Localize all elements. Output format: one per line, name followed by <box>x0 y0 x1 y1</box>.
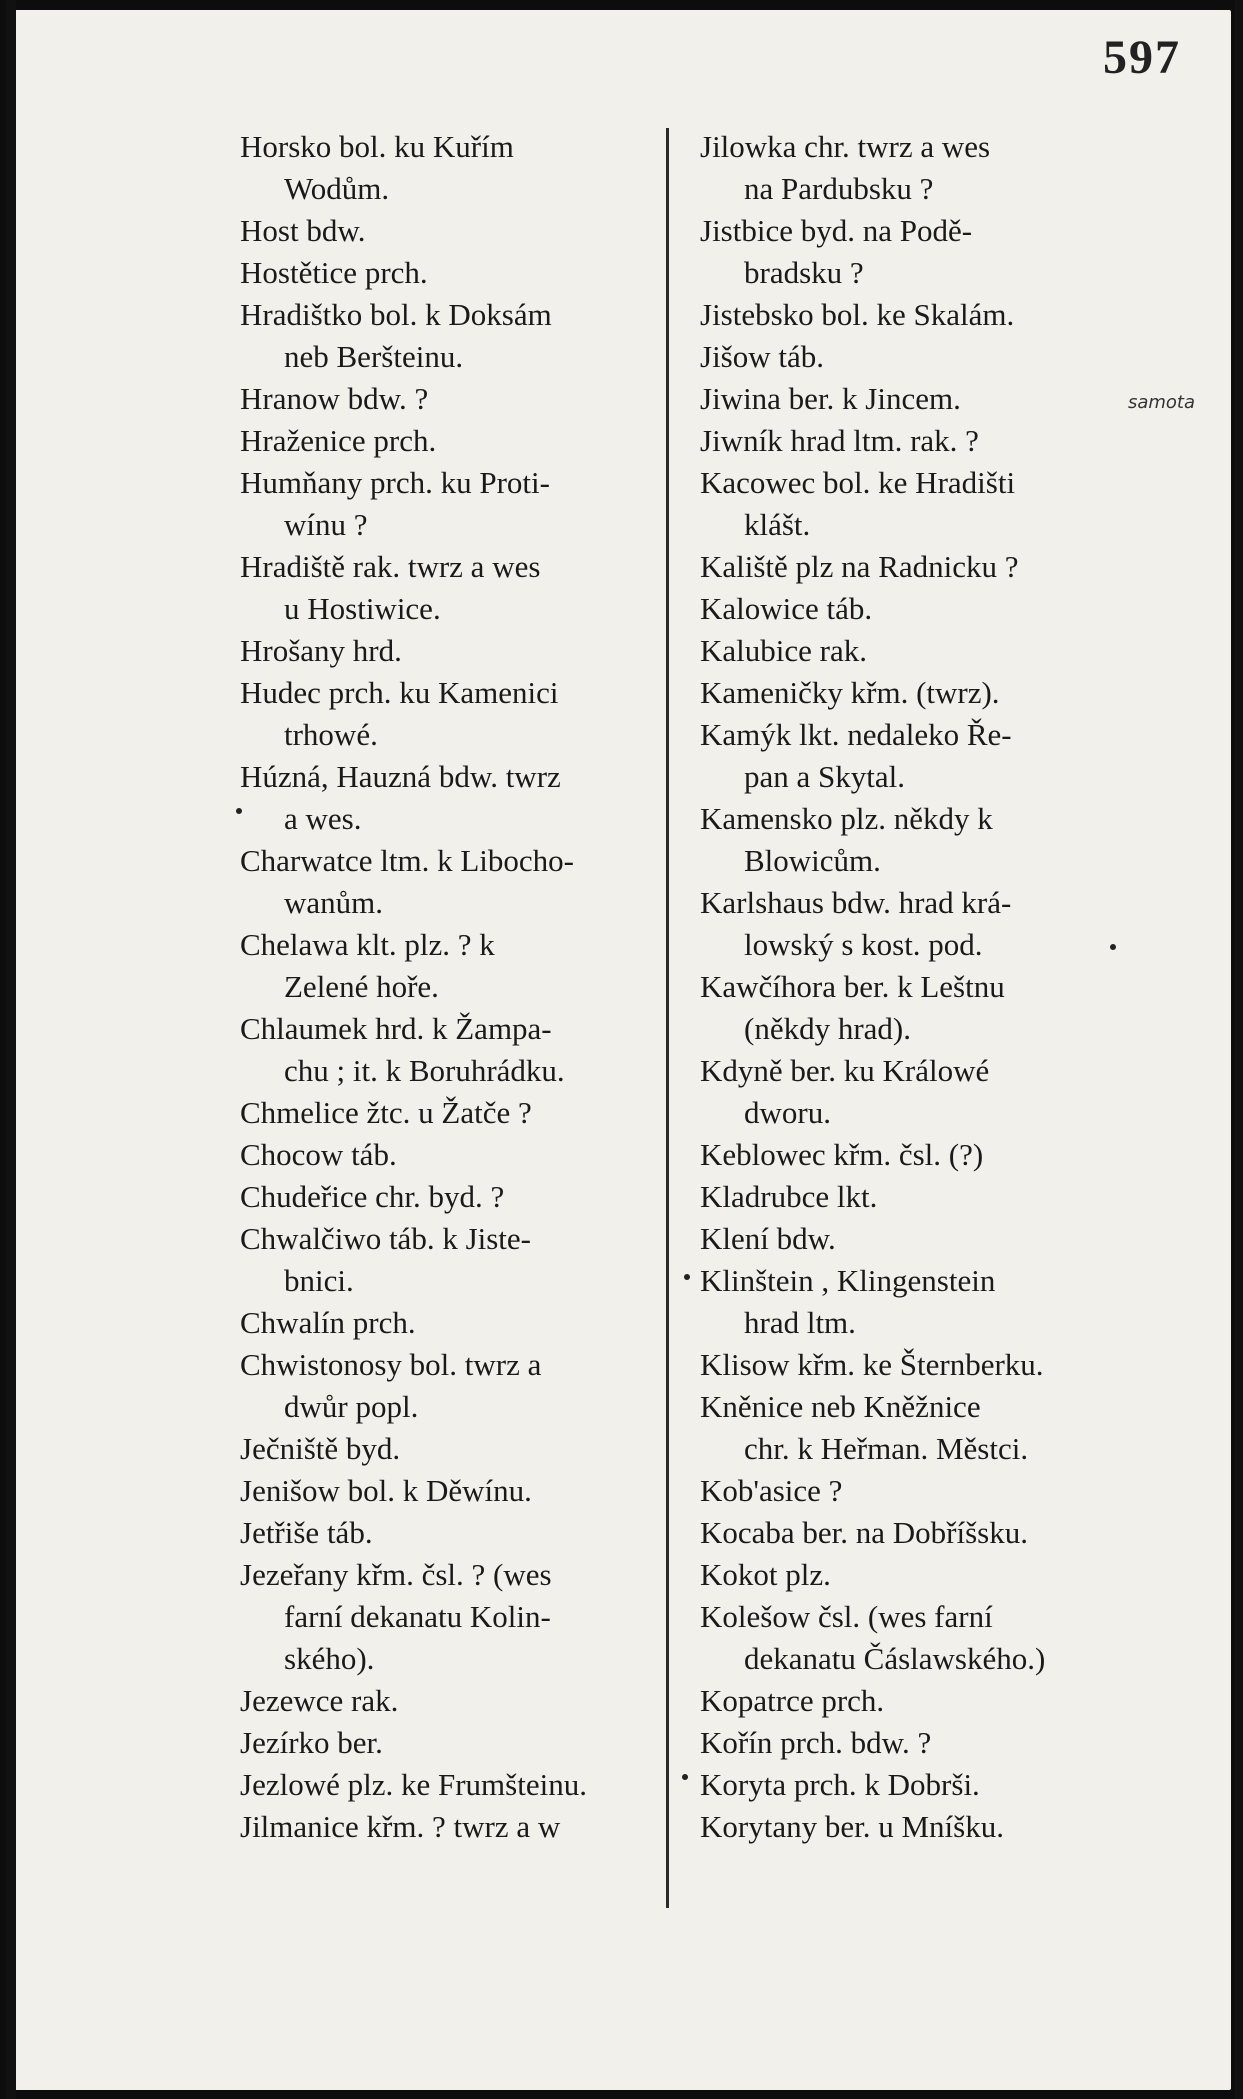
entry-line: Jilowka chr. twrz a wes <box>700 129 991 164</box>
ink-speck <box>1110 944 1116 950</box>
index-entry <box>700 1344 1125 1386</box>
entry-line: Hradištko bol. k Doksám <box>240 297 552 332</box>
entry-line: Jetřiše táb. <box>240 1515 373 1550</box>
entry-continuation: farní dekanatu Kolin- <box>284 1599 551 1634</box>
entry-line: Jezewce rak. <box>240 1683 399 1718</box>
index-entry <box>240 1176 655 1218</box>
index-entry <box>700 1512 1125 1554</box>
entry-continuation: (někdy hrad). <box>744 1011 911 1046</box>
index-entry <box>700 714 1125 798</box>
ink-speck <box>684 1274 690 1280</box>
entry-continuation: dekanatu Čáslawského.) <box>744 1641 1046 1676</box>
entry-line: Chwistonosy bol. twrz a <box>240 1347 542 1382</box>
index-entry <box>240 756 655 840</box>
index-entry <box>240 1764 655 1806</box>
index-entry <box>240 546 655 630</box>
entry-line: Kdyně ber. ku Králowé <box>700 1053 990 1088</box>
index-entry <box>700 1134 1125 1176</box>
index-entry <box>700 1596 1125 1680</box>
entry-line: Jistebsko bol. ke Skalám. <box>700 297 1015 332</box>
entry-line: Jiwina ber. k Jincem. <box>700 381 961 416</box>
index-entry <box>240 840 655 924</box>
margin-note: samota <box>1127 392 1195 413</box>
index-entry <box>700 336 1125 378</box>
entry-line: Chwalín prch. <box>240 1305 416 1340</box>
index-entry <box>240 1134 655 1176</box>
entry-line: Kamýk lkt. nedaleko Ře- <box>700 717 1012 752</box>
entry-line: Kalubice rak. <box>700 633 867 668</box>
index-entry <box>700 1554 1125 1596</box>
index-entry <box>700 630 1125 672</box>
index-entry <box>700 1050 1125 1134</box>
entry-line: Klisow křm. ke Šternberku. <box>700 1347 1044 1382</box>
entry-line: Host bdw. <box>240 213 366 248</box>
index-entry <box>240 1302 655 1344</box>
index-entry <box>700 672 1125 714</box>
entry-line: Jistbice byd. na Podě- <box>700 213 973 248</box>
index-entry <box>700 378 1125 420</box>
left-column <box>240 126 655 1848</box>
entry-line: Kněnice neb Kněžnice <box>700 1389 981 1424</box>
entry-continuation: chr. k Heřman. Městci. <box>744 1431 1029 1466</box>
index-entry <box>700 798 1125 882</box>
index-entry <box>700 966 1125 1050</box>
index-entry <box>700 126 1125 210</box>
entry-line: Hranow bdw. ? <box>240 381 429 416</box>
ink-speck <box>236 808 242 814</box>
entry-line: Kladrubce lkt. <box>700 1179 878 1214</box>
entry-line: Kaliště plz na Radnicku ? <box>700 549 1019 584</box>
entry-continuation: ského). <box>284 1641 375 1676</box>
entry-line: Ječniště byd. <box>240 1431 401 1466</box>
entry-continuation: Zelené hoře. <box>284 969 439 1004</box>
index-entry <box>240 1008 655 1092</box>
entry-line: Keblowec křm. čsl. (?) <box>700 1137 984 1172</box>
entry-line: Jezírko ber. <box>240 1725 383 1760</box>
entry-continuation: trhowé. <box>284 717 378 752</box>
entry-continuation: lowský s kost. pod. <box>744 927 983 962</box>
index-entry <box>240 1806 655 1848</box>
entry-line: Jiwník hrad ltm. rak. ? <box>700 423 979 458</box>
index-entry <box>240 378 655 420</box>
entry-line: Chelawa klt. plz. ? k <box>240 927 495 962</box>
entry-continuation: u Hostiwice. <box>284 591 441 626</box>
index-entry <box>700 1806 1125 1848</box>
entry-line: Kalowice táb. <box>700 591 873 626</box>
index-entry <box>700 1764 1125 1806</box>
index-entry <box>700 294 1125 336</box>
index-entry <box>700 1218 1125 1260</box>
index-entry <box>240 462 655 546</box>
entry-continuation: Wodům. <box>284 171 390 206</box>
entry-line: Koryta prch. k Dobrši. <box>700 1767 980 1802</box>
entry-continuation: klášt. <box>744 507 811 542</box>
entry-line: Hrošany hrd. <box>240 633 402 668</box>
entry-line: Hradiště rak. twrz a wes <box>240 549 541 584</box>
entry-line: Humňany prch. ku Proti- <box>240 465 550 500</box>
index-entry <box>240 1512 655 1554</box>
index-entry <box>240 210 655 252</box>
entry-line: Jezeřany křm. čsl. ? (wes <box>240 1557 552 1592</box>
index-entry <box>700 210 1125 294</box>
entry-continuation: wanům. <box>284 885 384 920</box>
entry-line: Kawčíhora ber. k Leštnu <box>700 969 1005 1004</box>
entry-continuation: bnici. <box>284 1263 354 1298</box>
entry-line: Húzná, Hauzná bdw. twrz <box>240 759 561 794</box>
entry-line: Kopatrce prch. <box>700 1683 885 1718</box>
index-entry <box>240 126 655 210</box>
entry-line: Chudeřice chr. byd. ? <box>240 1179 505 1214</box>
index-entry <box>700 1260 1125 1344</box>
entry-line: Klinštein , Klingenstein <box>700 1263 996 1298</box>
entry-line: Jenišow bol. k Děwínu. <box>240 1473 532 1508</box>
entry-line: Horsko bol. ku Kuřím <box>240 129 514 164</box>
page-left-edge <box>6 0 16 2099</box>
entry-continuation: na Pardubsku ? <box>744 171 934 206</box>
index-entry <box>700 588 1125 630</box>
entry-continuation: wínu ? <box>284 507 368 542</box>
entry-line: Chocow táb. <box>240 1137 397 1172</box>
entry-line: Chwalčiwo táb. k Jiste- <box>240 1221 532 1256</box>
entry-continuation: chu ; it. k Boruhrádku. <box>284 1053 565 1088</box>
index-entry <box>240 252 655 294</box>
entry-line: Chmelice žtc. u Žatče ? <box>240 1095 532 1130</box>
entry-line: Karlshaus bdw. hrad krá- <box>700 885 1012 920</box>
index-entry <box>700 882 1125 966</box>
index-entry <box>700 1176 1125 1218</box>
entry-line: Kob'asice ? <box>700 1473 843 1508</box>
index-entry <box>240 1680 655 1722</box>
index-entry <box>240 420 655 462</box>
entry-line: Kacowec bol. ke Hradišti <box>700 465 1016 500</box>
page-number: 597 <box>1103 31 1181 84</box>
entry-continuation: dworu. <box>744 1095 831 1130</box>
entry-line: Hraženice prch. <box>240 423 437 458</box>
entry-continuation: hrad ltm. <box>744 1305 856 1340</box>
entry-continuation: bradsku ? <box>744 255 864 290</box>
entry-line: Jilmanice křm. ? twrz a w <box>240 1809 561 1844</box>
index-entry <box>240 1722 655 1764</box>
index-entry <box>700 546 1125 588</box>
entry-continuation: pan a Skytal. <box>744 759 905 794</box>
page-right-edge <box>1235 0 1243 2099</box>
index-entry <box>240 1428 655 1470</box>
entry-continuation: Blowicům. <box>744 843 881 878</box>
index-entry <box>700 1722 1125 1764</box>
index-entry <box>240 1218 655 1302</box>
entry-line: Chlaumek hrd. k Žampa- <box>240 1011 552 1046</box>
index-entry <box>240 294 655 378</box>
index-entry <box>700 1386 1125 1470</box>
entry-line: Kamensko plz. někdy k <box>700 801 993 836</box>
entry-line: Kokot plz. <box>700 1557 831 1592</box>
entry-line: Kameničky křm. (twrz). <box>700 675 1000 710</box>
entry-line: Jišow táb. <box>700 339 824 374</box>
entry-line: Korytany ber. u Mníšku. <box>700 1809 1004 1844</box>
entry-continuation: neb Beršteinu. <box>284 339 464 374</box>
index-entry <box>700 420 1125 462</box>
entry-line: Charwatce ltm. k Libocho- <box>240 843 575 878</box>
index-entry <box>240 1092 655 1134</box>
index-entry <box>240 630 655 672</box>
index-entry <box>240 1344 655 1428</box>
entry-line: Hudec prch. ku Kamenici <box>240 675 559 710</box>
index-entry <box>240 924 655 1008</box>
ink-speck <box>682 1774 688 1780</box>
index-entry <box>240 672 655 756</box>
entry-continuation: a wes. <box>284 801 362 836</box>
index-entry <box>240 1470 655 1512</box>
index-entry <box>240 1554 655 1680</box>
column-divider <box>666 128 669 1908</box>
index-entry <box>700 1680 1125 1722</box>
entry-line: Kolešow čsl. (wes farní <box>700 1599 993 1634</box>
entry-line: Klení bdw. <box>700 1221 836 1256</box>
entry-line: Hostětice prch. <box>240 255 428 290</box>
entry-line: Kocaba ber. na Dobříšsku. <box>700 1515 1028 1550</box>
entry-continuation: dwůr popl. <box>284 1389 419 1424</box>
entry-line: Kořín prch. bdw. ? <box>700 1725 932 1760</box>
index-entry <box>700 462 1125 546</box>
right-column <box>700 126 1125 1848</box>
index-entry <box>700 1470 1125 1512</box>
entry-line: Jezlowé plz. ke Frumšteinu. <box>240 1767 587 1802</box>
